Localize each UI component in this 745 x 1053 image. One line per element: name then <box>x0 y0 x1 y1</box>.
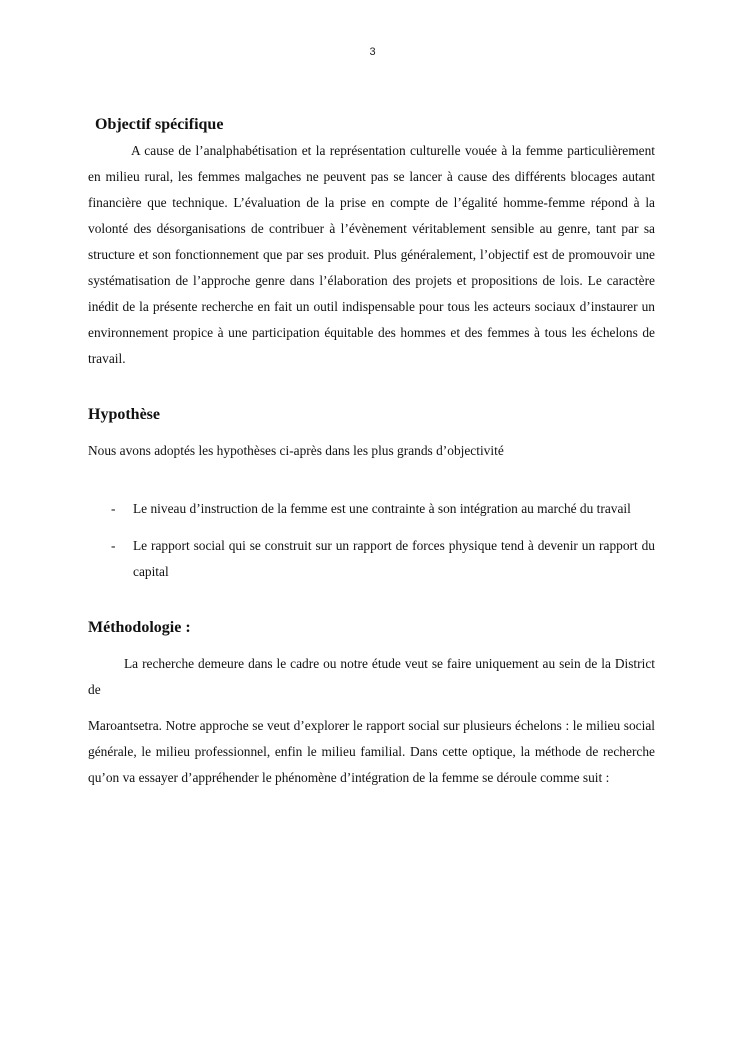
bullet-dash: - <box>111 538 116 553</box>
methodology-paragraph-2: Maroantsetra. Notre approche se veut d’explorer le rapport social sur plusieurs échelons : le milieu social générale, le milieu professionnel, enfin le milieu familial. Dans cette optique, la méthode de recherche qu’on va essayer d’appréhender le phénomène d’intégration de la femme se déroule comme suit : <box>88 718 655 785</box>
objective-paragraph: A cause de l’analphabétisation et la représentation culturelle vouée à la femme particulièrement en milieu rural, les femmes malgaches ne peuvent pas se lancer à cause des différents blocages autant financière que technique. L’évaluation de la prise en compte de l’égalité homme-femme répond à la volonté des désorganisations de contribuer à l’évènement véritablement sensible au genre, tant par sa structure et son fonctionnement que par ses produit. Plus généralement, l’objectif est de promouvoir une systématisation de l’approche genre dans l’élaboration des projets et propositions de lois. Le caractère inédit de la présente recherche en fait un outil indispensable pour tous les acteurs sociaux d’instaurer un environnement propice à une participation équitable des hommes et des femmes à tous les échelons de travail. <box>88 143 655 366</box>
page-number: 3 <box>369 46 376 58</box>
list-item <box>88 533 655 585</box>
hypothesis-intro: Nous avons adoptés les hypothèses ci-après dans les plus grands d’objectivité <box>88 443 504 458</box>
hypothesis-list <box>88 496 655 585</box>
methodology-paragraph-1: La recherche demeure dans le cadre ou notre étude veut se faire uniquement au sein de la District de <box>88 656 655 697</box>
hypothesis-item-text: Le niveau d’instruction de la femme est une contrainte à son intégration au marché du travail <box>133 501 631 516</box>
list-item <box>88 496 655 522</box>
hypothesis-heading: Hypothèse <box>88 406 160 423</box>
hypothesis-item-text: Le rapport social qui se construit sur un rapport de forces physique tend à devenir un rapport du capital <box>133 538 655 579</box>
objective-heading: Objectif spécifique <box>95 116 224 133</box>
bullet-dash: - <box>111 501 116 516</box>
methodology-heading: Méthodologie : <box>88 619 191 636</box>
document-body <box>88 112 655 791</box>
